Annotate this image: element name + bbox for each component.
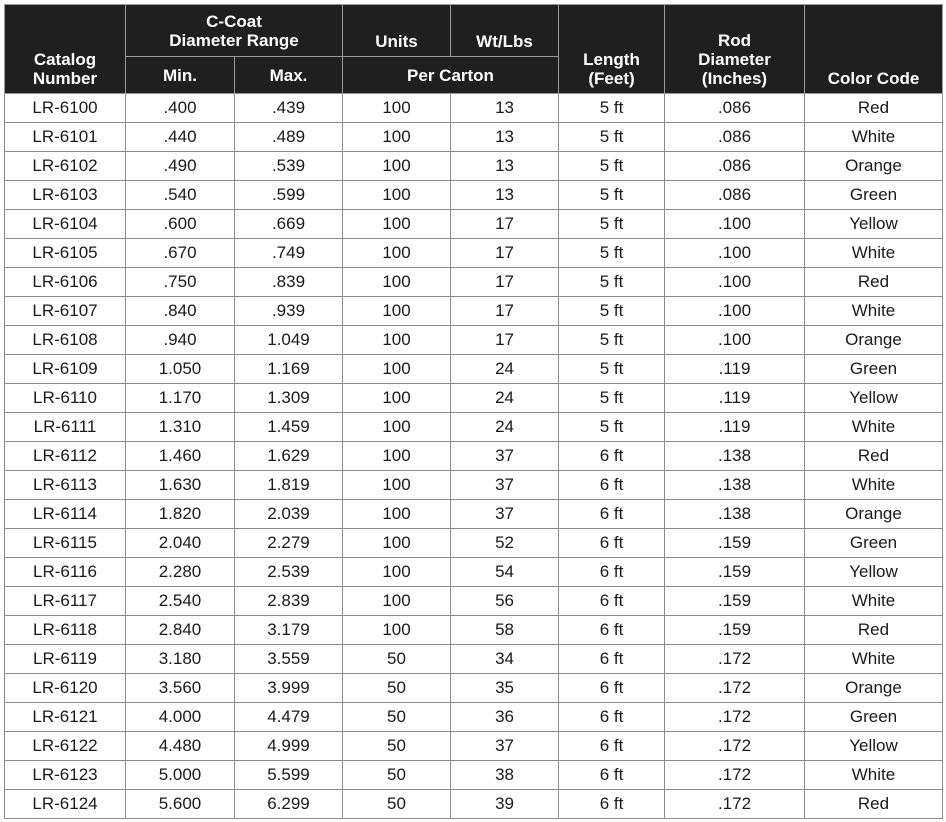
cell-max-diameter: 4.999 bbox=[235, 732, 343, 761]
header-length: Length (Feet) bbox=[559, 5, 665, 94]
cell-catalog-number: LR-6120 bbox=[5, 674, 126, 703]
cell-color-code: Red bbox=[805, 616, 943, 645]
cell-catalog-number: LR-6123 bbox=[5, 761, 126, 790]
cell-catalog-number: LR-6117 bbox=[5, 587, 126, 616]
cell-color-code: White bbox=[805, 297, 943, 326]
cell-min-diameter: 3.560 bbox=[126, 674, 235, 703]
cell-color-code: Green bbox=[805, 181, 943, 210]
table-row bbox=[5, 384, 943, 413]
cell-color-code: Red bbox=[805, 94, 943, 123]
cell-length: 5 ft bbox=[559, 268, 665, 297]
cell-length: 5 ft bbox=[559, 326, 665, 355]
cell-max-diameter: 3.559 bbox=[235, 645, 343, 674]
cell-color-code: Yellow bbox=[805, 558, 943, 587]
table-row bbox=[5, 123, 943, 152]
cell-min-diameter: .490 bbox=[126, 152, 235, 181]
cell-catalog-number: LR-6105 bbox=[5, 239, 126, 268]
cell-catalog-number: LR-6101 bbox=[5, 123, 126, 152]
cell-length: 6 ft bbox=[559, 471, 665, 500]
table-row bbox=[5, 326, 943, 355]
cell-catalog-number: LR-6122 bbox=[5, 732, 126, 761]
cell-units: 100 bbox=[343, 268, 451, 297]
cell-max-diameter: 1.309 bbox=[235, 384, 343, 413]
cell-weight: 39 bbox=[451, 790, 559, 819]
cell-max-diameter: .489 bbox=[235, 123, 343, 152]
cell-max-diameter: .939 bbox=[235, 297, 343, 326]
cell-weight: 58 bbox=[451, 616, 559, 645]
cell-max-diameter: 3.999 bbox=[235, 674, 343, 703]
catalog-table bbox=[4, 4, 943, 819]
cell-color-code: White bbox=[805, 471, 943, 500]
table-row bbox=[5, 442, 943, 471]
cell-max-diameter: 3.179 bbox=[235, 616, 343, 645]
cell-min-diameter: 2.540 bbox=[126, 587, 235, 616]
cell-max-diameter: .599 bbox=[235, 181, 343, 210]
cell-color-code: Orange bbox=[805, 326, 943, 355]
cell-length: 6 ft bbox=[559, 616, 665, 645]
cell-units: 100 bbox=[343, 587, 451, 616]
cell-rod-diameter: .086 bbox=[665, 94, 805, 123]
cell-units: 50 bbox=[343, 674, 451, 703]
cell-max-diameter: 1.049 bbox=[235, 326, 343, 355]
table-row bbox=[5, 616, 943, 645]
cell-max-diameter: 4.479 bbox=[235, 703, 343, 732]
cell-color-code: Green bbox=[805, 703, 943, 732]
cell-max-diameter: 2.279 bbox=[235, 529, 343, 558]
cell-catalog-number: LR-6104 bbox=[5, 210, 126, 239]
cell-length: 6 ft bbox=[559, 500, 665, 529]
cell-units: 100 bbox=[343, 123, 451, 152]
cell-units: 100 bbox=[343, 384, 451, 413]
cell-length: 6 ft bbox=[559, 442, 665, 471]
cell-length: 5 ft bbox=[559, 123, 665, 152]
cell-catalog-number: LR-6118 bbox=[5, 616, 126, 645]
cell-length: 6 ft bbox=[559, 645, 665, 674]
cell-rod-diameter: .100 bbox=[665, 297, 805, 326]
cell-rod-diameter: .172 bbox=[665, 703, 805, 732]
table-row bbox=[5, 210, 943, 239]
cell-max-diameter: 1.819 bbox=[235, 471, 343, 500]
table-row bbox=[5, 732, 943, 761]
cell-weight: 37 bbox=[451, 500, 559, 529]
header-max: Max. bbox=[235, 57, 343, 94]
cell-max-diameter: .749 bbox=[235, 239, 343, 268]
cell-weight: 17 bbox=[451, 210, 559, 239]
cell-catalog-number: LR-6114 bbox=[5, 500, 126, 529]
cell-weight: 17 bbox=[451, 268, 559, 297]
table-row bbox=[5, 181, 943, 210]
cell-length: 5 ft bbox=[559, 413, 665, 442]
cell-length: 6 ft bbox=[559, 761, 665, 790]
cell-min-diameter: 5.000 bbox=[126, 761, 235, 790]
cell-weight: 24 bbox=[451, 413, 559, 442]
cell-rod-diameter: .172 bbox=[665, 732, 805, 761]
cell-weight: 38 bbox=[451, 761, 559, 790]
cell-weight: 17 bbox=[451, 326, 559, 355]
table-row bbox=[5, 94, 943, 123]
cell-max-diameter: 1.629 bbox=[235, 442, 343, 471]
cell-color-code: Green bbox=[805, 355, 943, 384]
cell-catalog-number: LR-6102 bbox=[5, 152, 126, 181]
cell-min-diameter: 1.460 bbox=[126, 442, 235, 471]
cell-min-diameter: 2.040 bbox=[126, 529, 235, 558]
cell-catalog-number: LR-6116 bbox=[5, 558, 126, 587]
cell-color-code: White bbox=[805, 761, 943, 790]
cell-units: 100 bbox=[343, 326, 451, 355]
cell-weight: 13 bbox=[451, 123, 559, 152]
cell-color-code: Red bbox=[805, 268, 943, 297]
cell-units: 50 bbox=[343, 790, 451, 819]
cell-color-code: Yellow bbox=[805, 384, 943, 413]
table-row bbox=[5, 529, 943, 558]
cell-length: 6 ft bbox=[559, 558, 665, 587]
cell-catalog-number: LR-6107 bbox=[5, 297, 126, 326]
cell-weight: 56 bbox=[451, 587, 559, 616]
cell-units: 100 bbox=[343, 413, 451, 442]
cell-max-diameter: 5.599 bbox=[235, 761, 343, 790]
cell-rod-diameter: .172 bbox=[665, 645, 805, 674]
cell-catalog-number: LR-6124 bbox=[5, 790, 126, 819]
cell-weight: 34 bbox=[451, 645, 559, 674]
cell-max-diameter: 6.299 bbox=[235, 790, 343, 819]
cell-catalog-number: LR-6100 bbox=[5, 94, 126, 123]
table-header bbox=[5, 5, 943, 94]
header-per-carton: Per Carton bbox=[343, 57, 559, 94]
cell-length: 5 ft bbox=[559, 384, 665, 413]
cell-rod-diameter: .159 bbox=[665, 616, 805, 645]
cell-weight: 37 bbox=[451, 471, 559, 500]
cell-rod-diameter: .138 bbox=[665, 500, 805, 529]
cell-color-code: Orange bbox=[805, 500, 943, 529]
cell-min-diameter: 1.820 bbox=[126, 500, 235, 529]
cell-catalog-number: LR-6113 bbox=[5, 471, 126, 500]
cell-units: 100 bbox=[343, 297, 451, 326]
table-row bbox=[5, 413, 943, 442]
cell-rod-diameter: .100 bbox=[665, 326, 805, 355]
cell-units: 100 bbox=[343, 152, 451, 181]
cell-max-diameter: 2.839 bbox=[235, 587, 343, 616]
header-units: Units bbox=[343, 5, 451, 57]
cell-weight: 37 bbox=[451, 442, 559, 471]
cell-min-diameter: .940 bbox=[126, 326, 235, 355]
table-row bbox=[5, 152, 943, 181]
cell-catalog-number: LR-6106 bbox=[5, 268, 126, 297]
table-row bbox=[5, 239, 943, 268]
cell-min-diameter: .600 bbox=[126, 210, 235, 239]
cell-min-diameter: .440 bbox=[126, 123, 235, 152]
cell-weight: 17 bbox=[451, 239, 559, 268]
cell-weight: 54 bbox=[451, 558, 559, 587]
cell-catalog-number: LR-6108 bbox=[5, 326, 126, 355]
cell-min-diameter: 4.000 bbox=[126, 703, 235, 732]
cell-length: 5 ft bbox=[559, 210, 665, 239]
cell-units: 50 bbox=[343, 732, 451, 761]
cell-max-diameter: .839 bbox=[235, 268, 343, 297]
cell-catalog-number: LR-6121 bbox=[5, 703, 126, 732]
cell-rod-diameter: .159 bbox=[665, 587, 805, 616]
cell-units: 100 bbox=[343, 529, 451, 558]
table-row bbox=[5, 471, 943, 500]
cell-color-code: White bbox=[805, 645, 943, 674]
cell-max-diameter: .439 bbox=[235, 94, 343, 123]
cell-min-diameter: 1.630 bbox=[126, 471, 235, 500]
cell-catalog-number: LR-6115 bbox=[5, 529, 126, 558]
cell-units: 50 bbox=[343, 645, 451, 674]
cell-min-diameter: 3.180 bbox=[126, 645, 235, 674]
header-min: Min. bbox=[126, 57, 235, 94]
cell-weight: 13 bbox=[451, 181, 559, 210]
cell-min-diameter: .840 bbox=[126, 297, 235, 326]
cell-weight: 52 bbox=[451, 529, 559, 558]
table-row bbox=[5, 761, 943, 790]
cell-max-diameter: 2.539 bbox=[235, 558, 343, 587]
cell-rod-diameter: .119 bbox=[665, 355, 805, 384]
cell-units: 50 bbox=[343, 761, 451, 790]
cell-rod-diameter: .100 bbox=[665, 268, 805, 297]
cell-length: 5 ft bbox=[559, 152, 665, 181]
cell-rod-diameter: .119 bbox=[665, 413, 805, 442]
cell-length: 6 ft bbox=[559, 703, 665, 732]
cell-weight: 13 bbox=[451, 152, 559, 181]
cell-weight: 37 bbox=[451, 732, 559, 761]
cell-catalog-number: LR-6119 bbox=[5, 645, 126, 674]
cell-min-diameter: 1.170 bbox=[126, 384, 235, 413]
cell-color-code: Red bbox=[805, 790, 943, 819]
cell-catalog-number: LR-6112 bbox=[5, 442, 126, 471]
cell-units: 100 bbox=[343, 558, 451, 587]
cell-rod-diameter: .138 bbox=[665, 471, 805, 500]
cell-color-code: White bbox=[805, 123, 943, 152]
cell-max-diameter: .539 bbox=[235, 152, 343, 181]
cell-color-code: Yellow bbox=[805, 210, 943, 239]
cell-length: 6 ft bbox=[559, 587, 665, 616]
cell-rod-diameter: .172 bbox=[665, 790, 805, 819]
header-color-code: Color Code bbox=[805, 5, 943, 94]
cell-catalog-number: LR-6109 bbox=[5, 355, 126, 384]
cell-min-diameter: .670 bbox=[126, 239, 235, 268]
table-row bbox=[5, 790, 943, 819]
cell-weight: 24 bbox=[451, 355, 559, 384]
table-row bbox=[5, 587, 943, 616]
cell-color-code: Red bbox=[805, 442, 943, 471]
cell-units: 100 bbox=[343, 355, 451, 384]
cell-max-diameter: 1.169 bbox=[235, 355, 343, 384]
cell-min-diameter: 2.840 bbox=[126, 616, 235, 645]
cell-units: 100 bbox=[343, 210, 451, 239]
cell-units: 100 bbox=[343, 181, 451, 210]
cell-min-diameter: .750 bbox=[126, 268, 235, 297]
cell-weight: 13 bbox=[451, 94, 559, 123]
cell-max-diameter: .669 bbox=[235, 210, 343, 239]
cell-rod-diameter: .086 bbox=[665, 152, 805, 181]
cell-rod-diameter: .086 bbox=[665, 181, 805, 210]
table-row bbox=[5, 558, 943, 587]
cell-units: 50 bbox=[343, 703, 451, 732]
cell-length: 5 ft bbox=[559, 297, 665, 326]
cell-catalog-number: LR-6103 bbox=[5, 181, 126, 210]
cell-length: 6 ft bbox=[559, 790, 665, 819]
cell-length: 5 ft bbox=[559, 355, 665, 384]
cell-weight: 17 bbox=[451, 297, 559, 326]
cell-min-diameter: 1.050 bbox=[126, 355, 235, 384]
cell-rod-diameter: .159 bbox=[665, 529, 805, 558]
cell-rod-diameter: .172 bbox=[665, 674, 805, 703]
cell-units: 100 bbox=[343, 471, 451, 500]
header-catalog-number: Catalog Number bbox=[5, 5, 126, 94]
cell-weight: 35 bbox=[451, 674, 559, 703]
cell-length: 6 ft bbox=[559, 529, 665, 558]
cell-units: 100 bbox=[343, 442, 451, 471]
cell-catalog-number: LR-6111 bbox=[5, 413, 126, 442]
cell-min-diameter: .400 bbox=[126, 94, 235, 123]
cell-min-diameter: 1.310 bbox=[126, 413, 235, 442]
cell-color-code: White bbox=[805, 239, 943, 268]
cell-rod-diameter: .100 bbox=[665, 210, 805, 239]
cell-length: 6 ft bbox=[559, 732, 665, 761]
cell-units: 100 bbox=[343, 500, 451, 529]
cell-color-code: Green bbox=[805, 529, 943, 558]
cell-length: 5 ft bbox=[559, 239, 665, 268]
cell-color-code: White bbox=[805, 587, 943, 616]
cell-rod-diameter: .100 bbox=[665, 239, 805, 268]
cell-catalog-number: LR-6110 bbox=[5, 384, 126, 413]
cell-min-diameter: 2.280 bbox=[126, 558, 235, 587]
table-row bbox=[5, 703, 943, 732]
cell-color-code: Orange bbox=[805, 152, 943, 181]
cell-length: 5 ft bbox=[559, 94, 665, 123]
header-ccoat-diameter-range: C-Coat Diameter Range bbox=[126, 5, 343, 57]
cell-min-diameter: .540 bbox=[126, 181, 235, 210]
catalog-table-container bbox=[4, 4, 942, 819]
cell-units: 100 bbox=[343, 616, 451, 645]
cell-length: 6 ft bbox=[559, 674, 665, 703]
cell-length: 5 ft bbox=[559, 181, 665, 210]
table-body bbox=[5, 94, 943, 819]
cell-rod-diameter: .172 bbox=[665, 761, 805, 790]
cell-min-diameter: 5.600 bbox=[126, 790, 235, 819]
cell-max-diameter: 1.459 bbox=[235, 413, 343, 442]
table-row bbox=[5, 297, 943, 326]
table-row bbox=[5, 355, 943, 384]
table-row bbox=[5, 500, 943, 529]
header-wt-lbs: Wt/Lbs bbox=[451, 5, 559, 57]
cell-color-code: White bbox=[805, 413, 943, 442]
cell-weight: 36 bbox=[451, 703, 559, 732]
cell-rod-diameter: .138 bbox=[665, 442, 805, 471]
cell-rod-diameter: .159 bbox=[665, 558, 805, 587]
cell-rod-diameter: .086 bbox=[665, 123, 805, 152]
table-row bbox=[5, 268, 943, 297]
cell-units: 100 bbox=[343, 94, 451, 123]
cell-color-code: Yellow bbox=[805, 732, 943, 761]
table-row bbox=[5, 645, 943, 674]
cell-min-diameter: 4.480 bbox=[126, 732, 235, 761]
table-row bbox=[5, 674, 943, 703]
cell-units: 100 bbox=[343, 239, 451, 268]
cell-max-diameter: 2.039 bbox=[235, 500, 343, 529]
cell-rod-diameter: .119 bbox=[665, 384, 805, 413]
cell-color-code: Orange bbox=[805, 674, 943, 703]
cell-weight: 24 bbox=[451, 384, 559, 413]
header-rod-diameter: Rod Diameter (Inches) bbox=[665, 5, 805, 94]
